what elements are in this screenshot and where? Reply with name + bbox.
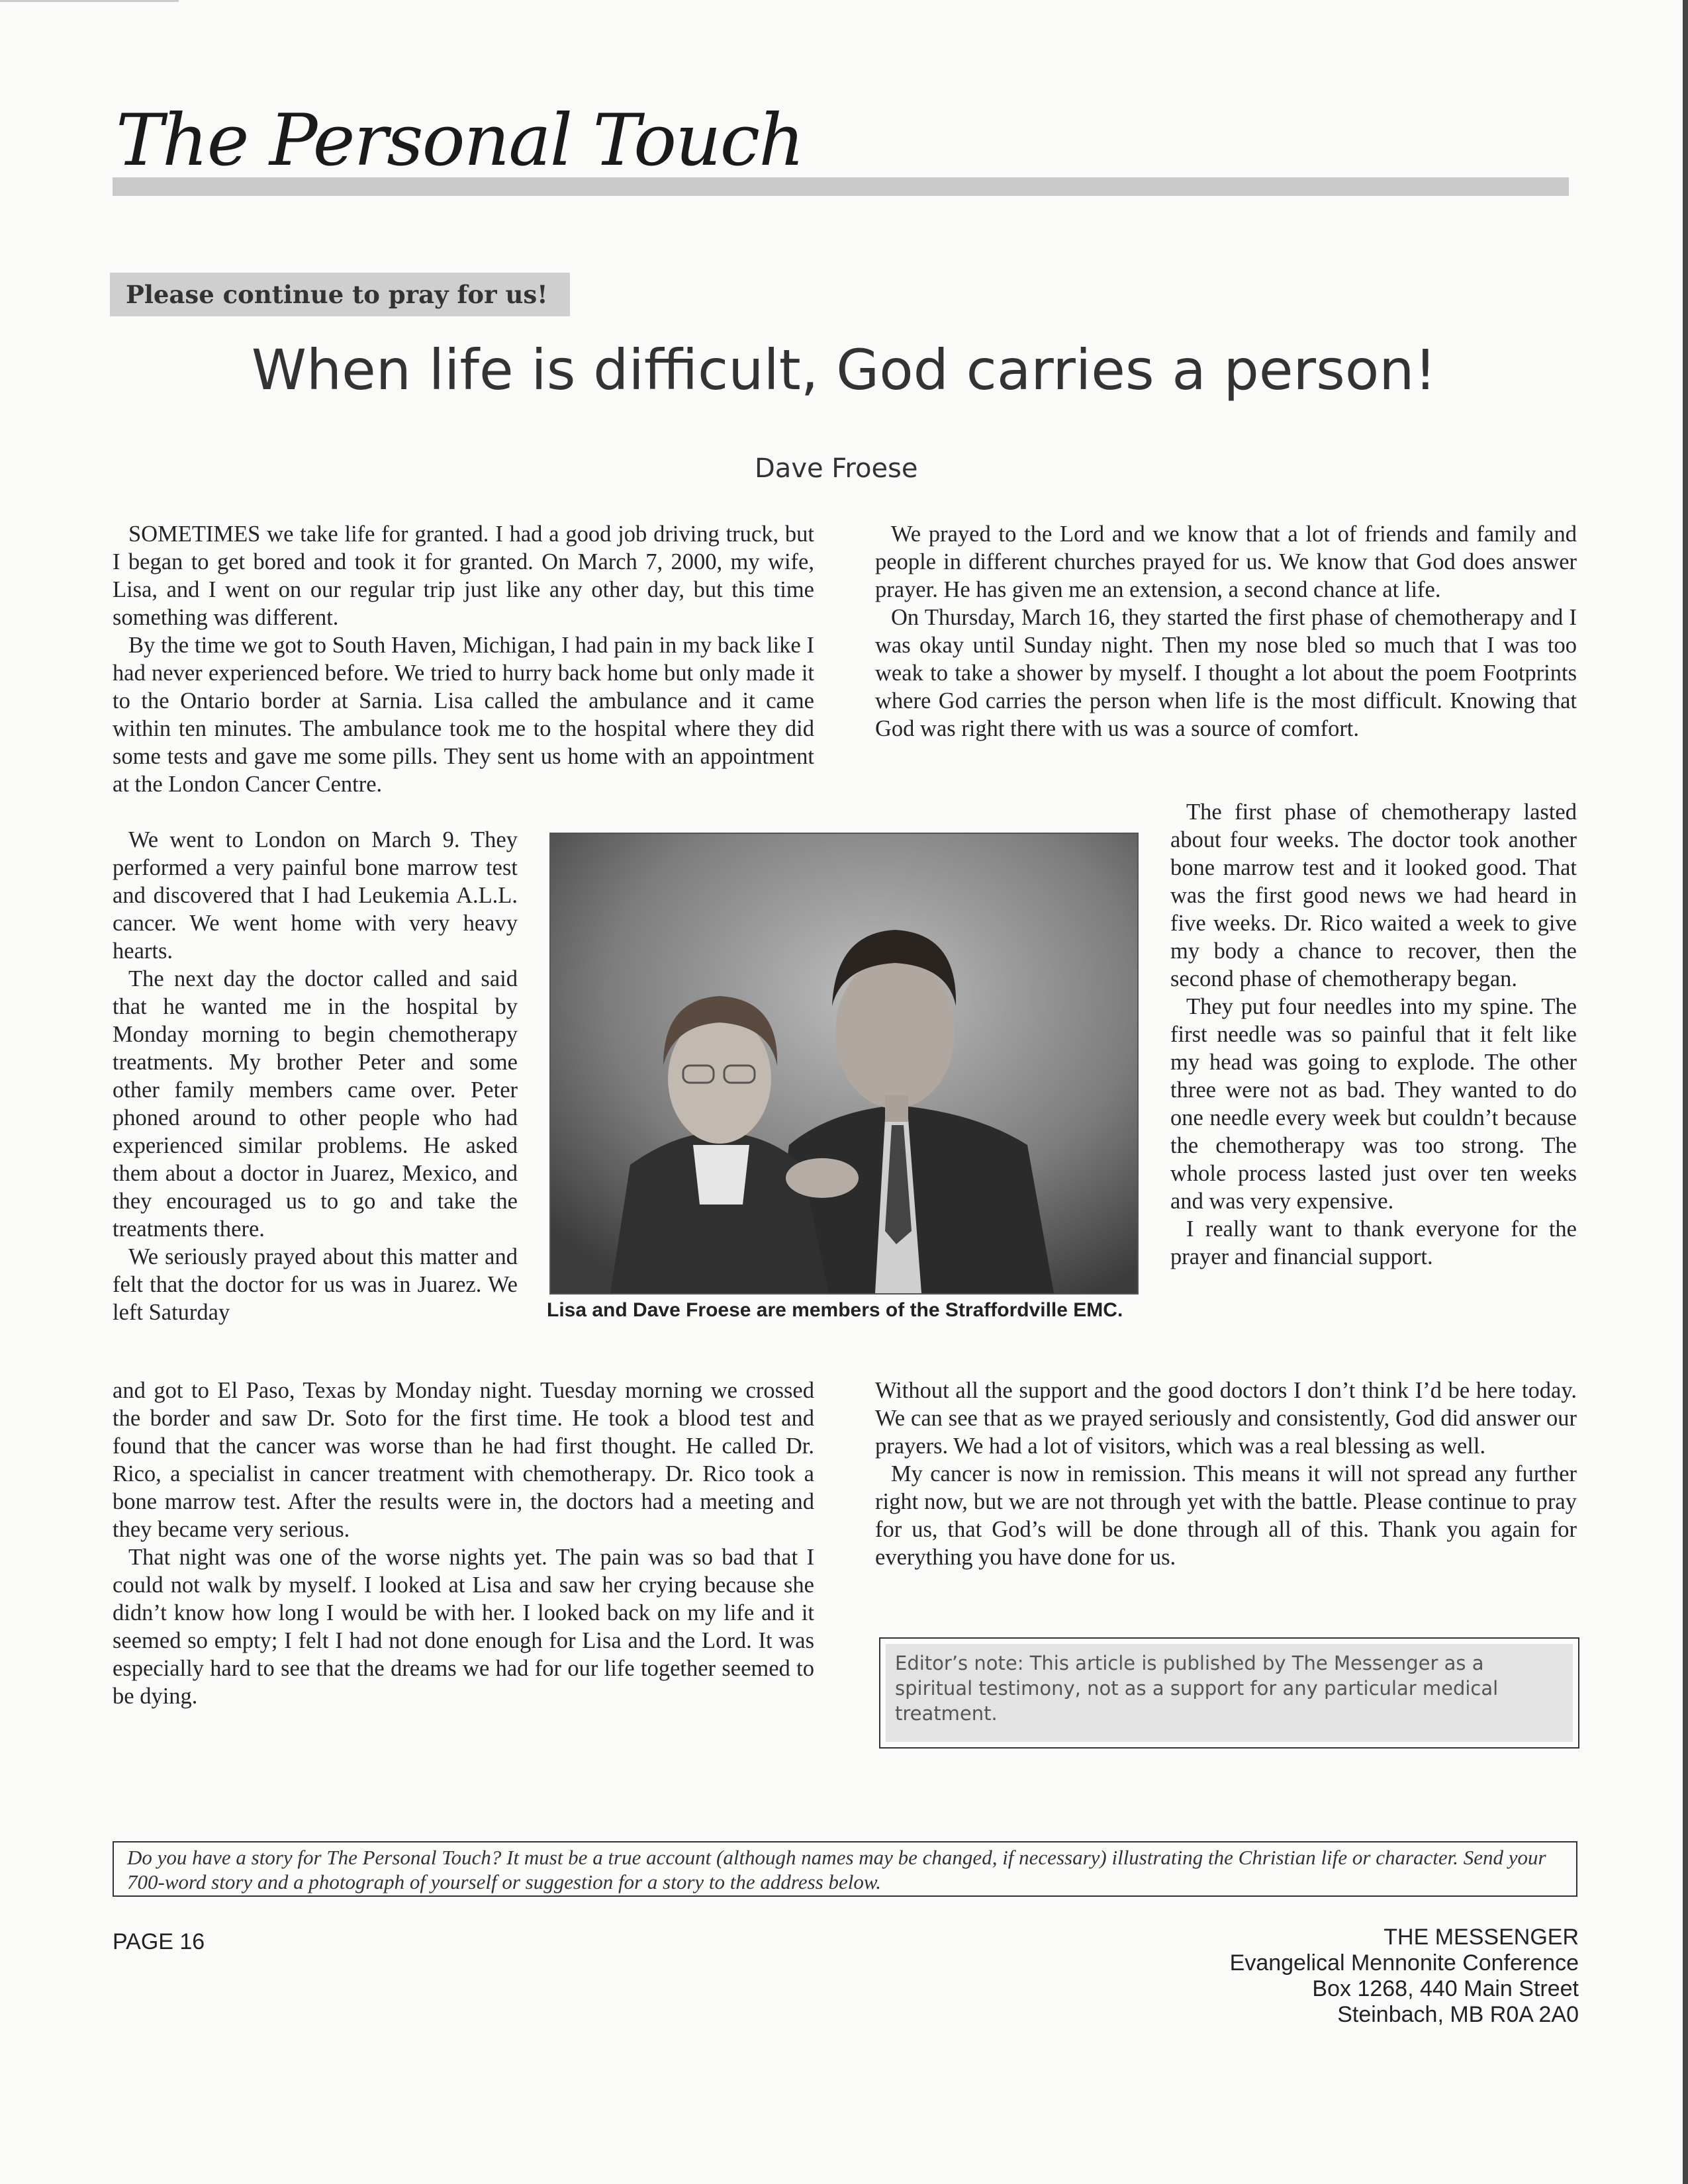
couple-photo	[549, 833, 1139, 1295]
page-number: PAGE 16	[113, 1929, 205, 1954]
editor-note-box	[879, 1637, 1579, 1749]
paragraph: SOMETIMES we take life for granted. I had a good job driving truck, but I began to get bored and took it for granted. On March 7, 2000, my wife, Lisa, and I went on our regular trip just like any other day, but this time something was different.	[113, 522, 814, 630]
paragraph: and got to El Paso, Texas by Monday night. Tuesday morning we crossed the border and saw Dr. Soto for the first time. He took a blood test and found that the cancer was worse than he had first thought. He called Dr. Rico, a specialist in cancer treatment with chemotherapy. Dr. Rico took a bone marrow test. After the results were in, the doctors had a meeting and they became very serious.	[113, 1378, 814, 1542]
paragraph: The next day the doctor called and said that he wanted me in the hospital by Monday morning to begin chemotherapy treatments. My brother Peter and some other family members came over. Peter phoned around to other people who had experienced similar problems. He asked them about a doctor in Juarez, Mexico, and they encouraged us to go and take the treatments there.	[113, 966, 518, 1242]
article-headline: When life is difficult, God carries a person!	[251, 338, 1437, 402]
page-top-edge	[0, 0, 179, 2]
publisher-address	[1230, 1925, 1579, 2028]
column-right-top	[875, 520, 1577, 743]
paragraph: That night was one of the worse nights yet. The pain was so bad that I could not walk by myself. I looked at Lisa and saw her crying because she didn’t know how long I would be with her. I looked back on my life and it seemed so empty; I felt I had not done enough for Lisa and the Lord. It was especially hard to see that the dreams we had for our life together seemed to be dying.	[113, 1545, 814, 1709]
section-title: The Personal Touch	[116, 99, 804, 182]
column-left-narrow	[113, 826, 518, 1326]
paragraph: My cancer is now in remission. This means it will not spread any further right now, but we are not through yet with the battle. Please continue to pray for us, that God’s will be done through all of this. Thank you again for everything you have done for us.	[875, 1461, 1577, 1570]
kicker-banner: Please continue to pray for us!	[110, 273, 570, 316]
column-left-top	[113, 520, 814, 798]
address-line: Box 1268, 440 Main Street	[1312, 1976, 1579, 2001]
address-line: Evangelical Mennonite Conference	[1229, 1950, 1579, 1976]
paragraph: They put four needles into my spine. The first needle was so painful that it felt like my head was going to explode. The other three were not as bad. They wanted to do one needle every week but couldn’t because the chemotherapy was too strong. The whole process lasted just over ten weeks and was very expensive.	[1170, 994, 1577, 1214]
column-right-bottom	[875, 1377, 1577, 1571]
photo-caption: Lisa and Dave Froese are members of the Straffordville EMC.	[547, 1299, 1123, 1321]
paragraph: The first phase of chemotherapy lasted about four weeks. The doctor took another bone marrow test and it looked good. That was the first good news we had heard in five weeks. Dr. Rico waited a week to give my body a chance to recover, then the second phase of chemotherapy began.	[1170, 799, 1577, 991]
story-call-box: Do you have a story for The Personal Touch? It must be a true account (although names may be changed, if necessary) illustrating the Christian life or character. Send your 700-word story and a photograph of yourself or suggestion for a story to the address below.	[113, 1841, 1577, 1897]
paragraph: On Thursday, March 16, they started the first phase of chemotherapy and I was okay until Sunday night. Then my nose bled so much that I was too weak to take a shower by myself. I thought a lot about the poem Footprints where God carries the person when life is the most difficult. Knowing that God was right there with us was a source of comfort.	[875, 605, 1577, 741]
editor-note-text: Editor’s note: This article is published by The Messenger as a spiritual testimony, not as a support for any particular medical treatment.	[886, 1644, 1573, 1742]
page-right-edge	[1683, 0, 1688, 2184]
article-byline: Dave Froese	[755, 453, 918, 484]
address-line: THE MESSENGER	[1383, 1925, 1579, 1950]
column-right-narrow	[1170, 798, 1577, 1271]
paragraph: We seriously prayed about this matter and felt that the doctor for us was in Juarez. We left Saturday	[113, 1244, 518, 1325]
address-line: Steinbach, MB R0A 2A0	[1337, 2002, 1579, 2027]
paragraph: We prayed to the Lord and we know that a lot of friends and family and people in different churches prayed for us. We know that God does answer prayer. He has given me an extension, a second chance at life.	[875, 522, 1577, 602]
paragraph: Without all the support and the good doctors I don’t think I’d be here today. We can see that as we prayed seriously and consistently, God did answer our prayers. We had a lot of visitors, which was a real blessing as well.	[875, 1378, 1577, 1459]
paragraph: By the time we got to South Haven, Michigan, I had pain in my back like I had never experienced before. We tried to hurry back home but only made it to the Ontario border at Sarnia. Lisa called the ambulance and it came within ten minutes. The ambulance took me to the hospital where they did some tests and gave me some pills. They sent us home with an appointment at the London Cancer Centre.	[113, 633, 814, 797]
paragraph: We went to London on March 9. They performed a very painful bone marrow test and discovered that I had Leukemia A.L.L. cancer. We went home with very heavy hearts.	[113, 827, 518, 964]
paragraph: I really want to thank everyone for the prayer and financial support.	[1170, 1216, 1577, 1269]
column-left-bottom	[113, 1377, 814, 1710]
